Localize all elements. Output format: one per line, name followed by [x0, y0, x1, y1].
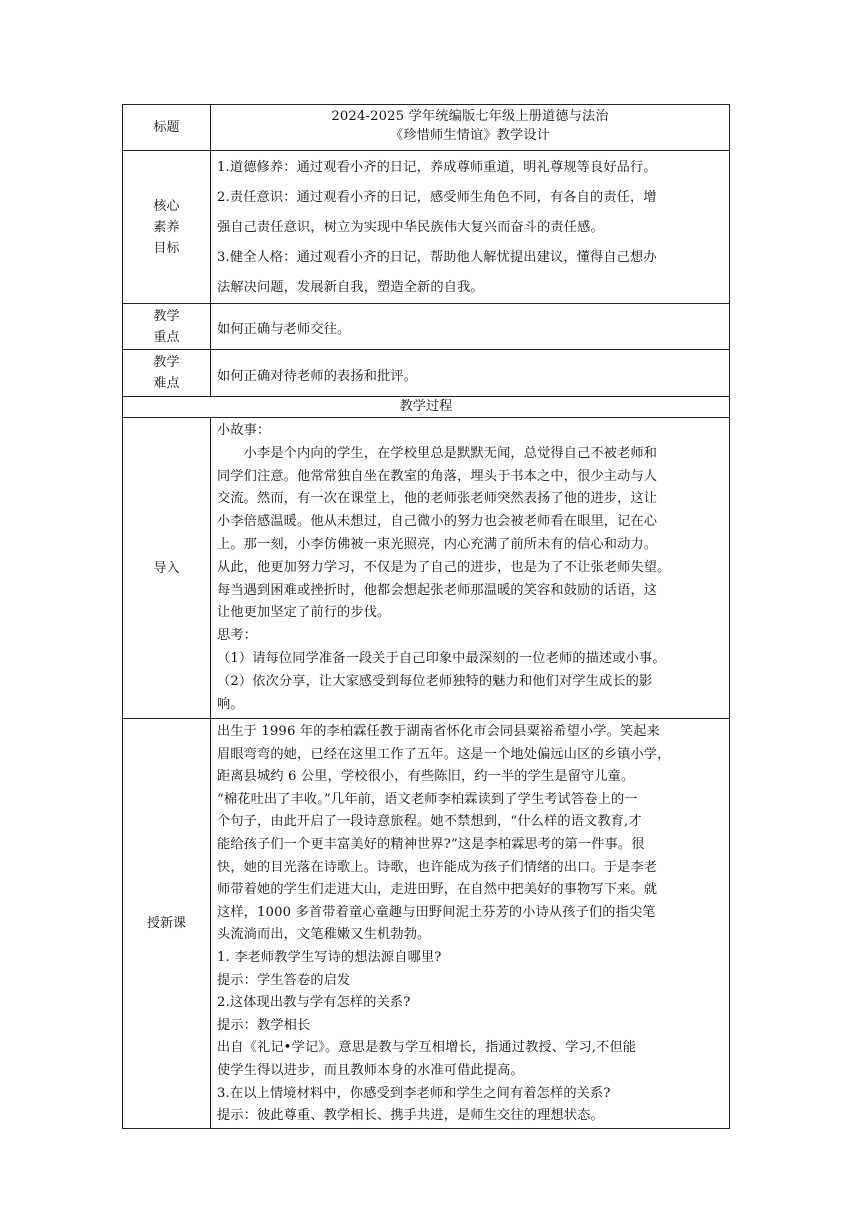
intro-content: [211, 418, 730, 719]
lecture-line: 出生于 1996 年的李柏霖任教于湖南省怀化市会同县粟裕希望小学。笑起来: [217, 724, 660, 739]
intro-row: [123, 418, 730, 719]
lecture-line: 3.在以上情境材料中，你感受到李老师和学生之间有着怎样的关系?: [217, 1085, 611, 1101]
title-content: [211, 105, 730, 151]
objective-line: 法解决问题，发展新自我，塑造全新的自我。: [217, 280, 484, 295]
title-line: 2024-2025 学年统编版七年级上册道德与法治: [331, 109, 609, 124]
lecture-line: 头流淌而出，文笔稚嫩又生机勃勃。: [217, 927, 431, 943]
intro-line: 让他更加坚定了前行的步伐。: [217, 605, 391, 621]
lecture-line: 出自《礼记•学记》。意思是教与学互相增长，指通过教授、学习,不但能: [217, 1040, 637, 1056]
lecture-line: 能给孩子们一个更丰富美好的精神世界?”这是李柏霖思考的第一件事。很: [217, 836, 645, 852]
intro-line: 每当遇到困难或挫折时，他都会想起张老师那温暖的笑容和鼓励的话语，这: [217, 582, 658, 598]
objective-line: 1.道德修养：通过观看小齐的日记，养成尊师重道，明礼尊规等良好品行。: [217, 160, 657, 175]
intro-line: （1）请每位同学准备一段关于自己印象中最深刻的一位老师的描述或小事。: [217, 650, 666, 666]
process-header: 教学过程: [123, 397, 730, 418]
lesson-plan-table: [122, 104, 730, 1129]
lecture-row: [123, 719, 730, 1129]
intro-line: 同学们注意。他常常独自坐在教室的角落，埋头于书本之中，很少主动与人: [217, 468, 658, 484]
intro-line: 从此，他更加努力学习，不仅是为了自己的进步，也是为了不让张老师失望。: [217, 559, 671, 575]
lecture-line: 提示：教学相长: [217, 1017, 311, 1033]
difficult-point-row: [123, 350, 730, 397]
title-label: 标题: [123, 105, 211, 151]
core-objectives-label: 核心 素养 目标: [123, 151, 211, 304]
key-point-label: 教学 重点: [123, 304, 211, 350]
lecture-label: 授新课: [123, 719, 211, 1129]
key-point-content: 如何正确与老师交往。: [211, 304, 730, 350]
subtitle-line: 《珍惜师生情谊》教学设计: [389, 128, 551, 143]
difficult-point-label: 教学 难点: [123, 350, 211, 397]
intro-line: 响。: [217, 696, 244, 712]
lecture-line: 2.这体现出教与学有怎样的关系?: [217, 995, 411, 1011]
lecture-line: 这样，1000 多首带着童心童趣与田野间泥土芬芳的小诗从孩子们的指尖笔: [217, 904, 656, 920]
intro-line: 小李倍感温暖。他从未想过，自己微小的努力也会被老师看在眼里，记在心: [217, 514, 658, 530]
intro-line: 交流。然而，有一次在课堂上，他的老师张老师突然表扬了他的进步，这让: [217, 491, 658, 507]
lecture-line: 个句子，由此开启了一段诗意旅程。她不禁想到，“什么样的语文教育,才: [217, 814, 642, 830]
lecture-line: 使学生得以进步，而且教师本身的水准可借此提高。: [217, 1062, 524, 1078]
intro-line: 上。那一刻，小李仿佛被一束光照亮，内心充满了前所未有的信心和动力。: [217, 536, 658, 552]
lecture-line: 1. 李老师教学生写诗的想法源自哪里?: [217, 949, 442, 965]
objective-line: 强自己责任意识，树立为实现中华民族伟大复兴而奋斗的责任感。: [217, 220, 604, 235]
lecture-line: 距离县城约 6 公里，学校很小，有些陈旧，约一半的学生是留守儿童。: [217, 769, 635, 785]
lecture-line: 快，她的目光落在诗歌上。诗歌，也许能成为孩子们情绪的出口。于是李老: [217, 859, 658, 875]
process-header-row: [123, 397, 730, 418]
intro-line: 小李是个内向的学生，在学校里总是默默无闻，总觉得自己不被老师和: [217, 445, 658, 461]
objective-line: 3.健全人格：通过观看小齐的日记，帮助他人解忧提出建议，懂得自己想办: [217, 250, 657, 265]
difficult-point-content: 如何正确对待老师的表扬和批评。: [211, 350, 730, 397]
lecture-line: “棉花吐出了丰收。”几年前，语文老师李柏霖读到了学生考试答卷上的一: [217, 791, 638, 807]
core-objectives-content: [211, 151, 730, 304]
intro-label: 导入: [123, 418, 211, 719]
core-objectives-row: [123, 151, 730, 304]
key-point-row: [123, 304, 730, 350]
lecture-line: 提示：彼此尊重、教学相长、携手共进，是师生交往的理想状态。: [217, 1108, 604, 1124]
lecture-line: 师带着她的学生们走进大山，走进田野，在自然中把美好的事物写下来。就: [217, 882, 658, 898]
title-row: [123, 105, 730, 151]
intro-line: 小故事：: [217, 423, 271, 438]
lecture-content: [211, 719, 730, 1129]
intro-line: （2）依次分享，让大家感受到每位老师独特的魅力和他们对学生成长的影: [217, 673, 653, 689]
intro-line: 思考：: [217, 628, 258, 644]
objective-line: 2.责任意识：通过观看小齐的日记，感受师生角色不同，有各自的责任，增: [217, 190, 657, 205]
lecture-line: 眉眼弯弯的她，已经在这里工作了五年。这是一个地处偏远山区的乡镇小学，: [217, 746, 671, 762]
lecture-line: 提示：学生答卷的启发: [217, 972, 351, 988]
